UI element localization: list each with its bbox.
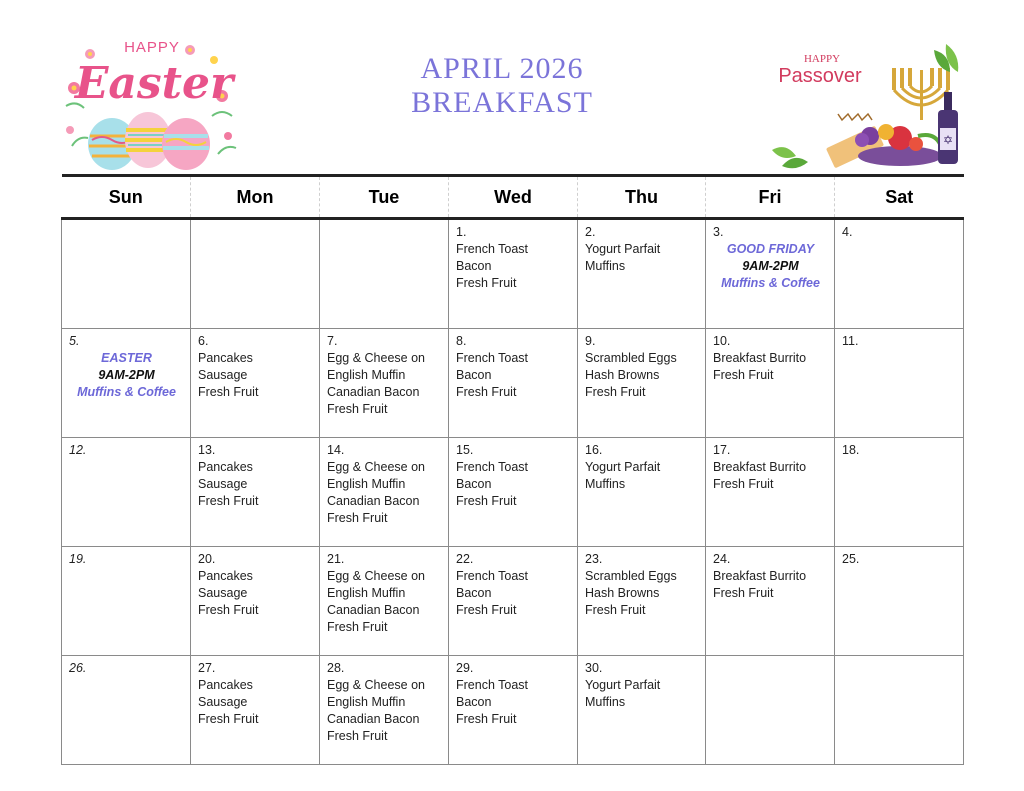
calendar-week-row xyxy=(62,329,964,438)
calendar-day-cell xyxy=(62,547,191,656)
menu-item: French Toast xyxy=(456,678,529,692)
breakfast-calendar xyxy=(61,174,964,765)
calendar-day-cell xyxy=(62,329,191,438)
menu-item: Breakfast Burrito xyxy=(713,351,807,365)
passover-logo xyxy=(768,40,964,172)
menu-item: Canadian Bacon xyxy=(327,712,420,726)
calendar-day-cell xyxy=(449,547,578,656)
calendar-day-cell xyxy=(191,219,320,329)
menu-item: French Toast xyxy=(456,460,529,474)
day-number: 7. xyxy=(327,334,338,348)
holiday-name: GOOD FRIDAY xyxy=(726,242,815,256)
day-number: 9. xyxy=(585,334,596,348)
day-number: 29. xyxy=(456,661,474,675)
menu-item: Fresh Fruit xyxy=(198,494,259,508)
menu-item: Fresh Fruit xyxy=(713,368,774,382)
calendar-day-cell xyxy=(62,656,191,765)
wine-bottle-icon xyxy=(938,92,958,164)
calendar-day-cell xyxy=(706,219,835,329)
day-number: 12. xyxy=(69,443,87,457)
menu-item: Egg & Cheese on xyxy=(327,569,425,583)
day-number: 24. xyxy=(713,552,731,566)
menu-item: Breakfast Burrito xyxy=(713,569,807,583)
passover-logo-big-text: Passover xyxy=(778,65,862,87)
weekday-header: Thu xyxy=(578,176,706,219)
passover-logo-small-text: HAPPY xyxy=(803,53,841,65)
day-number: 23. xyxy=(585,552,603,566)
menu-item: Bacon xyxy=(456,477,492,491)
calendar-body xyxy=(62,219,964,765)
page-title-month: APRIL 2026 xyxy=(420,52,584,85)
calendar-day-cell xyxy=(191,438,320,547)
day-number: 8. xyxy=(456,334,467,348)
calendar-day-cell xyxy=(191,547,320,656)
holiday-menu: Muffins & Coffee xyxy=(721,276,820,290)
menu-item: Scrambled Eggs xyxy=(585,569,677,583)
menu-item: Pancakes xyxy=(198,460,253,474)
menu-item: Fresh Fruit xyxy=(327,511,388,525)
menu-item: English Muffin xyxy=(327,477,406,491)
calendar-day-cell xyxy=(835,438,964,547)
calendar-week-row xyxy=(62,219,964,329)
calendar-day-cell xyxy=(578,219,706,329)
weekday-header-row xyxy=(62,176,964,219)
day-number: 15. xyxy=(456,443,474,457)
calendar-day-cell xyxy=(191,329,320,438)
day-number: 2. xyxy=(585,225,596,239)
menu-item: Yogurt Parfait xyxy=(585,460,661,474)
easter-eggs-icon xyxy=(88,112,210,170)
menu-item: Fresh Fruit xyxy=(456,494,517,508)
calendar-day-cell xyxy=(320,547,449,656)
menu-item: Breakfast Burrito xyxy=(713,460,807,474)
calendar-day-cell xyxy=(320,656,449,765)
calendar-day-cell xyxy=(62,219,191,329)
calendar-week-row xyxy=(62,656,964,765)
weekday-header: Sun xyxy=(62,176,191,219)
menu-item: Fresh Fruit xyxy=(327,620,388,634)
calendar-day-cell xyxy=(320,329,449,438)
menu-item: Muffins xyxy=(585,477,626,491)
page-title-meal: BREAKFAST xyxy=(411,86,593,119)
menu-item: Fresh Fruit xyxy=(456,603,517,617)
easter-logo-small-text: HAPPY xyxy=(124,39,180,56)
menu-item: Hash Browns xyxy=(585,368,660,382)
menu-item: Muffins xyxy=(585,695,626,709)
easter-logo xyxy=(62,36,242,172)
menu-item: Pancakes xyxy=(198,351,253,365)
menu-item: Fresh Fruit xyxy=(327,729,388,743)
day-number: 20. xyxy=(198,552,216,566)
calendar-day-cell xyxy=(320,219,449,329)
calendar-day-cell xyxy=(449,219,578,329)
calendar-day-cell xyxy=(449,329,578,438)
menu-item: Bacon xyxy=(456,368,492,382)
day-number: 27. xyxy=(198,661,216,675)
calendar-day-cell xyxy=(835,656,964,765)
weekday-header: Fri xyxy=(706,176,835,219)
day-number: 6. xyxy=(198,334,209,348)
menu-item: English Muffin xyxy=(327,695,406,709)
menu-item: Bacon xyxy=(456,586,492,600)
menu-item: Yogurt Parfait xyxy=(585,678,661,692)
menu-item: Canadian Bacon xyxy=(327,385,420,399)
menu-item: Muffins xyxy=(585,259,626,273)
menu-item: Fresh Fruit xyxy=(198,385,259,399)
calendar-day-cell xyxy=(578,438,706,547)
day-number: 18. xyxy=(842,443,860,457)
day-number: 5. xyxy=(69,334,80,348)
menu-item: Pancakes xyxy=(198,569,253,583)
menu-item: French Toast xyxy=(456,351,529,365)
day-number: 4. xyxy=(842,225,853,239)
weekday-header: Tue xyxy=(320,176,449,219)
svg-text:✡: ✡ xyxy=(942,133,954,147)
menu-item: Fresh Fruit xyxy=(456,385,517,399)
calendar-week-row xyxy=(62,438,964,547)
menu-item: Scrambled Eggs xyxy=(585,351,677,365)
day-number: 3. xyxy=(713,225,724,239)
holiday-name: EASTER xyxy=(101,351,152,365)
menu-item: Canadian Bacon xyxy=(327,494,420,508)
menu-item: Bacon xyxy=(456,695,492,709)
menu-item: Pancakes xyxy=(198,678,253,692)
day-number: 16. xyxy=(585,443,603,457)
calendar-day-cell xyxy=(706,656,835,765)
menu-item: French Toast xyxy=(456,242,529,256)
calendar-day-cell xyxy=(706,547,835,656)
menu-item: Fresh Fruit xyxy=(198,712,259,726)
calendar-day-cell xyxy=(449,656,578,765)
weekday-header: Mon xyxy=(191,176,320,219)
day-number: 30. xyxy=(585,661,603,675)
calendar-day-cell xyxy=(578,656,706,765)
menu-item: Fresh Fruit xyxy=(585,385,646,399)
day-number: 17. xyxy=(713,443,731,457)
page-title xyxy=(362,52,642,120)
menu-item: Canadian Bacon xyxy=(327,603,420,617)
menu-item: Fresh Fruit xyxy=(713,586,774,600)
weekday-header: Wed xyxy=(449,176,578,219)
day-number: 1. xyxy=(456,225,467,239)
menu-item: English Muffin xyxy=(327,586,406,600)
menu-item: Fresh Fruit xyxy=(713,477,774,491)
menu-item: French Toast xyxy=(456,569,529,583)
menu-item: English Muffin xyxy=(327,368,406,382)
calendar-day-cell xyxy=(706,329,835,438)
day-number: 28. xyxy=(327,661,345,675)
day-number: 25. xyxy=(842,552,860,566)
menu-item: Sausage xyxy=(198,368,248,382)
calendar-week-row xyxy=(62,547,964,656)
weekday-header: Sat xyxy=(835,176,964,219)
calendar-day-cell xyxy=(706,438,835,547)
calendar-day-cell xyxy=(835,329,964,438)
menu-item: Egg & Cheese on xyxy=(327,351,425,365)
menu-item: Egg & Cheese on xyxy=(327,460,425,474)
easter-logo-big-text: Easter xyxy=(74,58,234,109)
day-number: 11. xyxy=(842,334,859,348)
seder-table-icon xyxy=(826,114,942,168)
calendar-day-cell xyxy=(62,438,191,547)
day-number: 14. xyxy=(327,443,345,457)
menu-item: Fresh Fruit xyxy=(585,603,646,617)
calendar-day-cell xyxy=(835,547,964,656)
calendar-day-cell xyxy=(835,219,964,329)
menu-item: Fresh Fruit xyxy=(198,603,259,617)
menu-item: Hash Browns xyxy=(585,586,660,600)
day-number: 21. xyxy=(327,552,345,566)
menu-item: Sausage xyxy=(198,477,248,491)
menu-item: Egg & Cheese on xyxy=(327,678,425,692)
menu-item: Bacon xyxy=(456,259,492,273)
menu-item: Sausage xyxy=(198,586,248,600)
calendar-day-cell xyxy=(578,547,706,656)
day-number: 13. xyxy=(198,443,216,457)
holiday-hours: 9AM-2PM xyxy=(742,259,799,273)
calendar-day-cell xyxy=(578,329,706,438)
menu-item: Fresh Fruit xyxy=(456,276,517,290)
menu-item: Fresh Fruit xyxy=(456,712,517,726)
calendar-day-cell xyxy=(449,438,578,547)
calendar-day-cell xyxy=(320,438,449,547)
day-number: 19. xyxy=(69,552,87,566)
holiday-menu: Muffins & Coffee xyxy=(77,385,176,399)
menu-item: Yogurt Parfait xyxy=(585,242,661,256)
day-number: 22. xyxy=(456,552,474,566)
menu-item: Sausage xyxy=(198,695,248,709)
holiday-hours: 9AM-2PM xyxy=(98,368,155,382)
day-number: 10. xyxy=(713,334,731,348)
calendar-day-cell xyxy=(191,656,320,765)
menu-item: Fresh Fruit xyxy=(327,402,388,416)
day-number: 26. xyxy=(69,661,87,675)
